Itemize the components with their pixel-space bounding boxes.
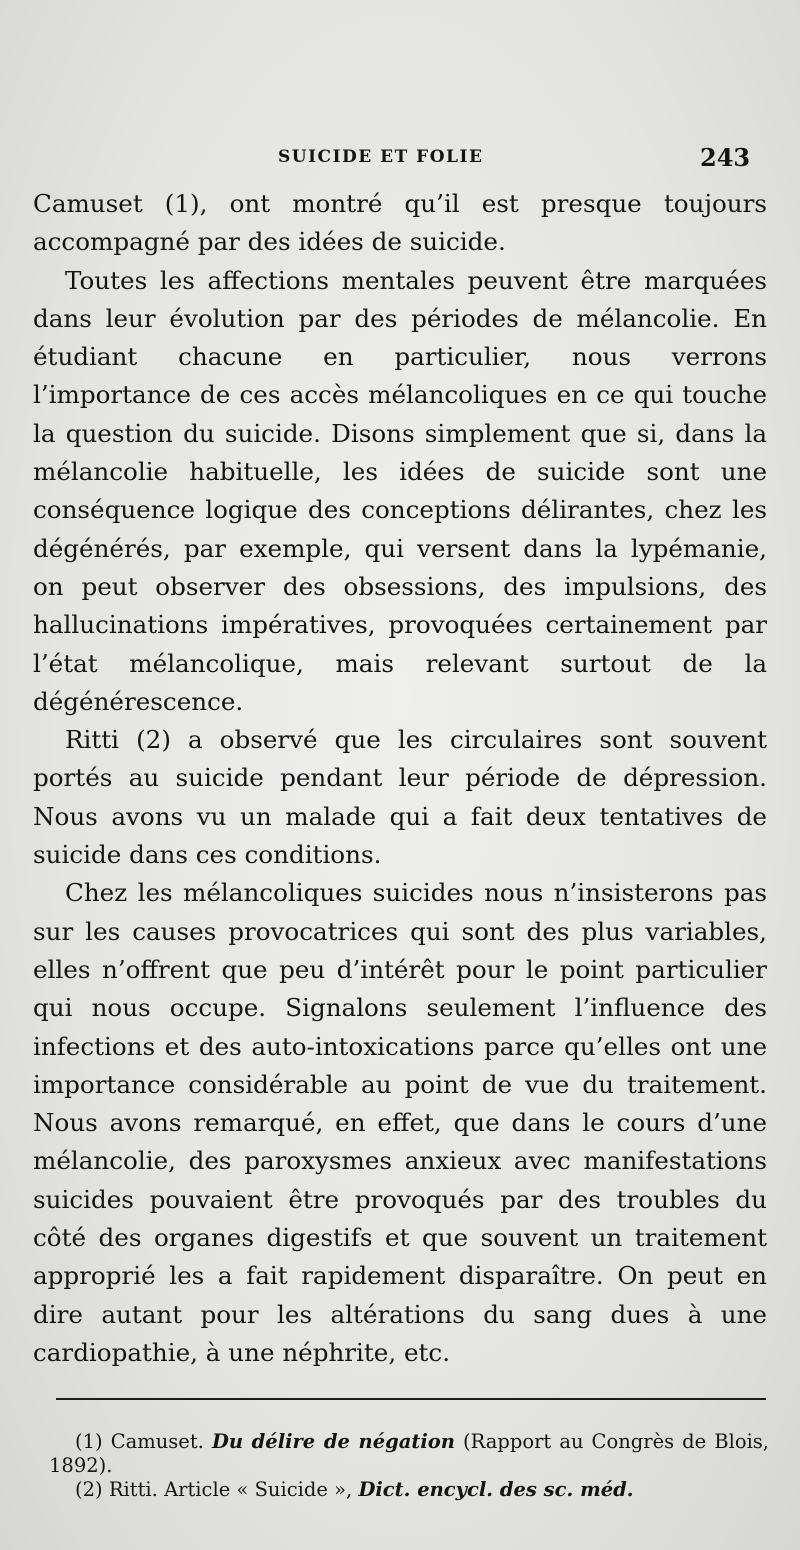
page-number: 243	[700, 143, 751, 172]
paragraph: Toutes les affections mentales peuvent être marquées dans leur évolution par des périodes de mélancolie. En étudiant chacune en particulier, nous verrons l’importance de ces accès mélancoliques en ce qui touche la question du suicide. Disons simplement que si, dans la mélancolie habituelle, les idées de suicide sont une conséquence logique des conceptions délirantes, chez les dégénérés, par exemple, qui versent dans la lypémanie, on peut observer des obsessions, des impulsions, des hallucinations impératives, provoquées certainement par l’état mélancolique, mais relevant surtout de la dégénérescence.	[33, 265, 767, 716]
footnote	[49, 1478, 769, 1502]
paragraph: Camuset (1), ont montré qu’il est presque toujours accompagné par des idées de suicide.	[33, 189, 767, 257]
body-text	[33, 185, 767, 1372]
running-title: SUICIDE ET FOLIE	[278, 147, 484, 167]
footnote-author: Camuset.	[110, 1430, 204, 1453]
footnote-marker: (1)	[75, 1430, 103, 1453]
footnote-rest: (Rapport au Congrès de Blois, 1892).	[49, 1430, 770, 1477]
footnote	[49, 1430, 769, 1478]
footnote-author: Ritti.	[108, 1478, 158, 1501]
footnote-separator	[56, 1398, 766, 1400]
footnote-pre: Article « Suicide »,	[164, 1478, 353, 1501]
paragraph: Ritti (2) a observé que les circulaires sont souvent portés au suicide pendant leur période de dépression. Nous avons vu un malade qui a fait deux tentatives de suicide dans ces conditions.	[33, 725, 767, 870]
footnote-title: Du délire de négation	[211, 1430, 455, 1453]
footnotes	[49, 1430, 769, 1502]
footnote-title: Dict. encycl. des sc. méd.	[358, 1478, 634, 1501]
paragraph: Chez les mélancoliques suicides nous n’insisterons pas sur les causes provocatrices qui sont des plus variables, elles n’offrent que peu d’intérêt pour le point particulier qui nous occupe. Signalons seulement l’influence des infections et des auto-intoxications parce qu’elles ont une importance considérable au point de vue du traitement. Nous avons remarqué, en effet, que dans le cours d’une mélancolie, des paroxysmes anxieux avec manifestations suicides pouvaient être provoqués par des troubles du côté des organes digestifs et que souvent un traitement approprié les a fait rapidement disparaître. On peut en dire autant pour les altérations du sang dues à une cardiopathie, à une néphrite, etc.	[33, 878, 767, 1367]
page-header	[0, 143, 800, 177]
footnote-marker: (2)	[75, 1478, 103, 1501]
